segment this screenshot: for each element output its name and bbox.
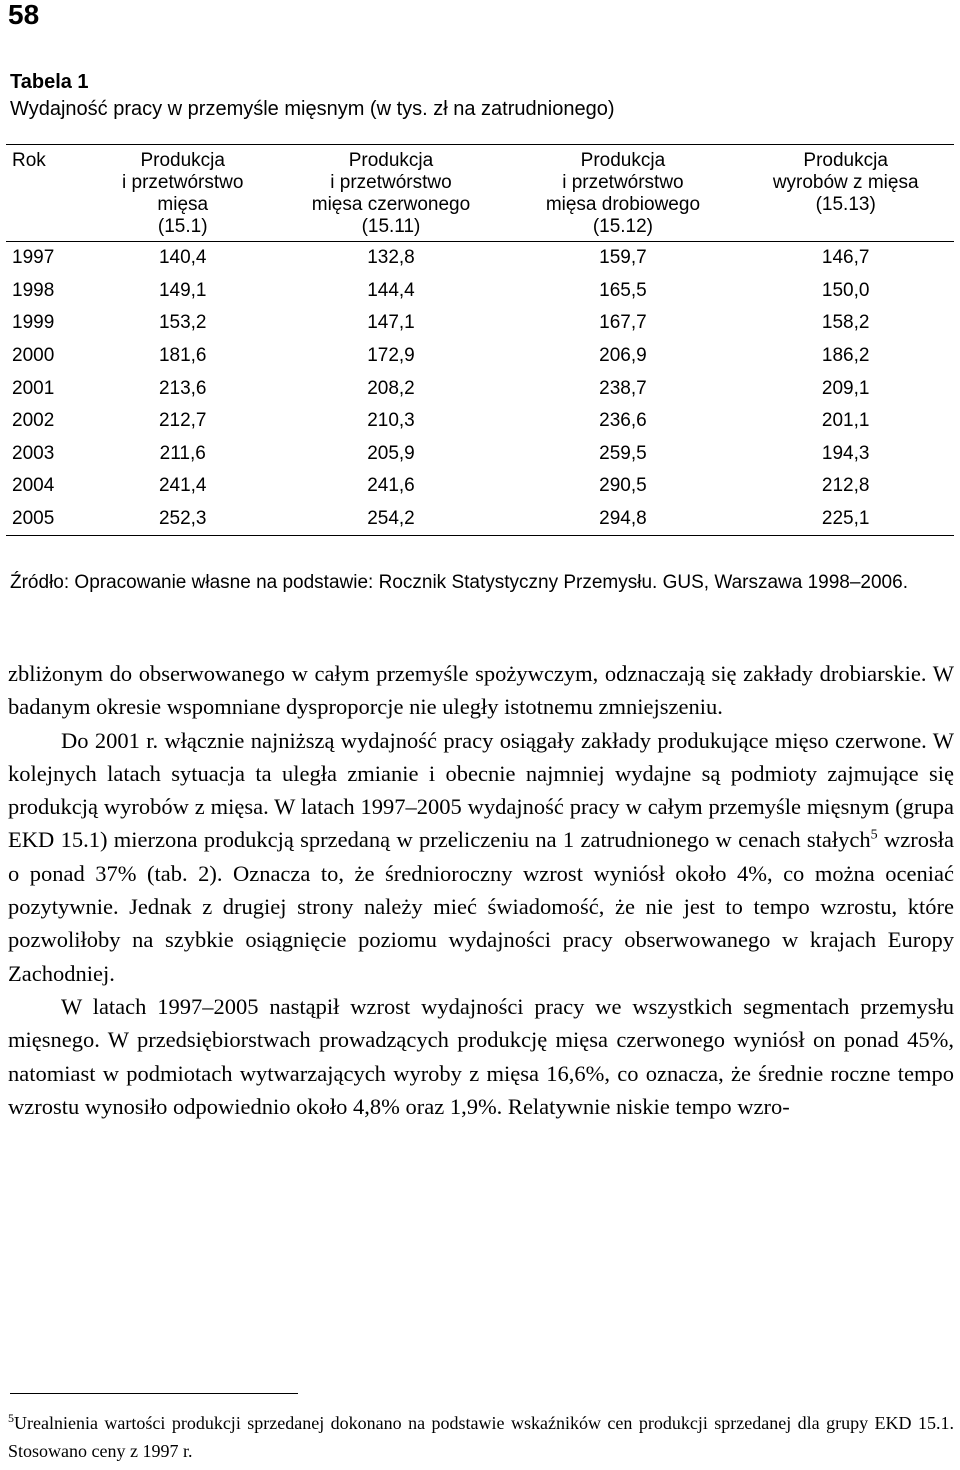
table-row	[6, 470, 954, 503]
body-text	[8, 657, 954, 1123]
table-row	[6, 242, 954, 275]
cell-value: 210,3	[367, 410, 415, 432]
header-year: Rok	[6, 145, 92, 242]
cell-value: 159,7	[599, 247, 647, 269]
paragraph-1: zbliżonym do obserwowanego w całym przemyśle spożywczym, odznaczają się zakłady drobiarskie. W badanym okresie wspomniane dysproporcje nie uległy istotnemu zmniejszeniu.	[8, 661, 954, 720]
table-row	[6, 438, 954, 471]
paragraph-2	[8, 724, 954, 990]
cell-value: 294,8	[599, 508, 647, 530]
header-meat-products: Produkcja wyrobów z mięsa (15.13)	[737, 145, 954, 242]
table-row	[6, 307, 954, 340]
paragraph-2-part-b: wzrosła o ponad 37% (tab. 2). Oznacza to, że średnioroczny wzrost wyniósł około 4%, co można oceniać pozytywnie. Jednak z drugiej strony należy mieć świadomość, że nie jest to tempo wzrostu, które pozwoliłoby na szybkie osiągnięcie poziomu wydajności pracy obserwowanego w krajach Europy Zachodniej.	[8, 827, 954, 986]
cell-value: 212,8	[821, 475, 870, 497]
cell-value: 153,2	[158, 312, 207, 334]
cell-value: 201,1	[821, 410, 870, 432]
cell-value: 212,7	[158, 410, 207, 432]
cell-year: 2002	[12, 410, 55, 432]
cell-value: 181,6	[158, 345, 207, 367]
cell-value: 150,0	[821, 279, 870, 301]
header-red-meat: Produkcja i przetwórstwo mięsa czerwonego (15.11)	[273, 145, 508, 242]
paragraph-2-part-a: Do 2001 r. włącznie najniższą wydajność pracy osiągały zakłady produkujące mięso czerwone. W kolejnych latach sytuacja ta uległa zmianie i obecnie najmniej wydajne są podmioty zajmujące się produkcją wyrobów z mięsa. W latach 1997–2005 wydajność pracy w całym przemyśle mięsnym (grupa EKD 15.1) mierzona produkcją sprzedaną w przeliczeniu na 1 zatrudnionego w cenach stałych	[8, 727, 954, 853]
footnote-divider	[10, 1393, 298, 1394]
cell-value: 149,1	[158, 279, 207, 301]
cell-value: 158,2	[821, 312, 870, 334]
footnote	[8, 1409, 954, 1465]
cell-value: 206,9	[599, 345, 647, 367]
cell-value: 167,7	[599, 312, 647, 334]
cell-value: 254,2	[367, 508, 415, 530]
cell-value: 290,5	[599, 475, 647, 497]
cell-year: 2004	[12, 475, 55, 497]
cell-value: 194,3	[821, 442, 870, 464]
cell-value: 213,6	[158, 377, 207, 399]
cell-value: 165,5	[599, 279, 647, 301]
cell-year: 1999	[12, 312, 55, 334]
table-label: Tabela 1	[10, 71, 89, 93]
page-number: 58	[8, 0, 40, 30]
cell-value: 172,9	[367, 345, 415, 367]
table-row	[6, 340, 954, 373]
table-row	[6, 503, 954, 536]
footnote-marker: 5	[8, 1411, 14, 1425]
cell-year: 2003	[12, 442, 55, 464]
cell-value: 147,1	[367, 312, 415, 334]
cell-year: 1998	[12, 279, 55, 301]
paragraph-3: W latach 1997–2005 nastąpił wzrost wydajności pracy we wszystkich segmentach przemysłu mięsnego. W przedsiębiorstwach prowadzących produkcję mięsa czerwonego wyniósł on ponad 45%, natomiast w podmiotach wytwarzających wyroby z mięsa 16,6%, co oznacza, że średnie roczne tempo wzrostu wynosiło odpowiednio około 4,8% oraz 1,9%. Relatywnie niskie tempo wzro-	[8, 993, 954, 1119]
cell-value: 186,2	[821, 345, 870, 367]
cell-value: 241,6	[367, 475, 415, 497]
cell-value: 209,1	[821, 377, 870, 399]
cell-value: 241,4	[158, 475, 207, 497]
table-row	[6, 405, 954, 438]
table-row	[6, 275, 954, 308]
header-meat-processing: Produkcja i przetwórstwo mięsa (15.1)	[92, 145, 273, 242]
cell-value: 208,2	[367, 377, 415, 399]
cell-value: 236,6	[599, 410, 647, 432]
cell-year: 2001	[12, 377, 55, 399]
table-caption: Wydajność pracy w przemyśle mięsnym (w tys. zł na zatrudnionego)	[10, 98, 615, 120]
cell-value: 144,4	[367, 279, 415, 301]
table-source-note: Źródło: Opracowanie własne na podstawie: Rocznik Statystyczny Przemysłu. GUS, Warszawa 1998–2006.	[10, 572, 908, 593]
cell-year: 2000	[12, 345, 55, 367]
cell-year: 2005	[12, 508, 55, 530]
footnote-reference: 5	[870, 827, 878, 843]
table-header-row	[6, 145, 954, 242]
table-row	[6, 372, 954, 405]
cell-value: 205,9	[367, 442, 415, 464]
cell-value: 146,7	[821, 247, 870, 269]
cell-value: 132,8	[367, 247, 415, 269]
productivity-table	[6, 144, 954, 536]
cell-value: 140,4	[158, 247, 207, 269]
cell-value: 225,1	[821, 508, 870, 530]
cell-value: 252,3	[158, 508, 207, 530]
cell-value: 238,7	[599, 377, 647, 399]
footnote-text: Urealnienia wartości produkcji sprzedanej dokonano na podstawie wskaźników cen produkcji sprzedanej dla grupy EKD 15.1. Stosowano ceny z 1997 r.	[8, 1413, 954, 1461]
cell-year: 1997	[12, 247, 55, 269]
cell-value: 259,5	[599, 442, 647, 464]
cell-value: 211,6	[159, 442, 206, 464]
header-poultry: Produkcja i przetwórstwo mięsa drobiowego (15.12)	[508, 145, 737, 242]
